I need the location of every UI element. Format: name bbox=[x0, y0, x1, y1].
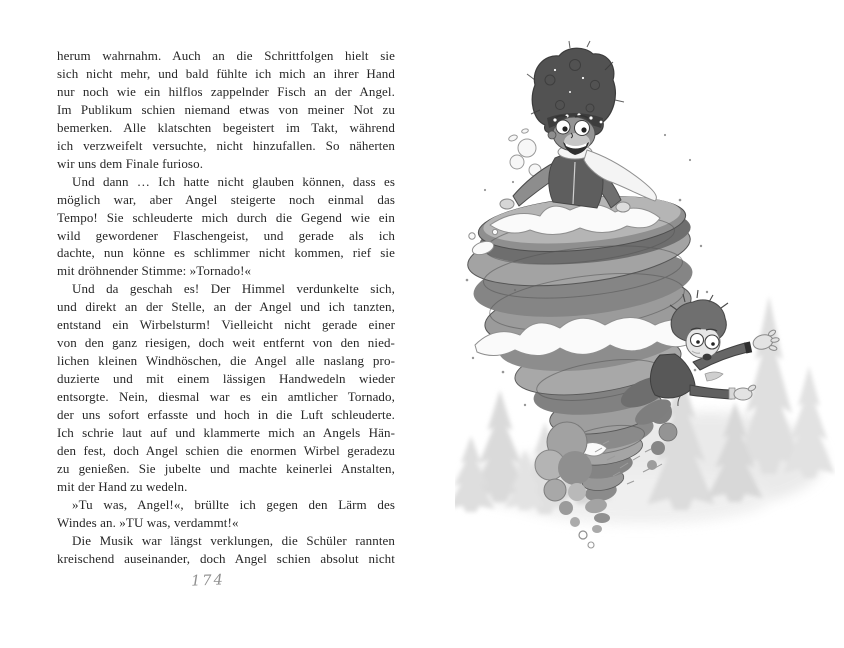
text-line: der uns sofort erfasste und hoch in die Luft schleuderte. bbox=[57, 407, 395, 423]
text-line: zu genießen. Sie jubelte und machte keinerlei Anstalten, bbox=[57, 460, 395, 476]
left-page-text bbox=[57, 47, 395, 568]
right-page-illustration bbox=[455, 40, 835, 580]
text-line: Ich schrie laut auf und klammerte mich an Angels Hän- bbox=[57, 425, 395, 441]
text-line: herum wahrnahm. Auch an die Schrittfolgen hielt sie bbox=[57, 48, 395, 63]
paragraph bbox=[57, 280, 395, 495]
text-line: Und dann … Ich hatte nicht glauben können, dass es bbox=[72, 173, 395, 189]
text-line: »Tu was, Angel!«, brüllte ich gegen den Lärm des bbox=[72, 496, 395, 512]
paragraph bbox=[57, 47, 395, 173]
text-line: entstand ein Wirbelsturm! Vielleicht nicht gerade einer bbox=[57, 317, 395, 333]
text-line: dachte, nun könne es schlimmer nicht kommen, rief sie bbox=[57, 245, 395, 261]
text-line: wild gewordener Flaschengeist, und gerade als ich bbox=[57, 227, 395, 243]
text-line: Tempo! Sie schleuderte mich durch die Gegend wie ein bbox=[57, 209, 395, 225]
text-line: Windes an. »TU was, verdammt!« bbox=[57, 514, 239, 530]
text-line: wir uns dem Finale furioso. bbox=[57, 155, 204, 171]
text-line: den fest, doch Angel schien die enormen Wirbel geradezu bbox=[57, 442, 395, 458]
text-line: lichen kleinen Windhöschen, die Angel alle naslang pro- bbox=[57, 353, 395, 369]
paragraph bbox=[57, 496, 395, 532]
text-line: und direkt an der Stelle, an der Angel und ich tanzten, bbox=[57, 299, 395, 315]
open-mouth bbox=[703, 354, 712, 361]
paragraph bbox=[57, 532, 395, 568]
text-line: kreischend auseinander, doch Angel schien absolut nicht bbox=[57, 550, 395, 566]
left-hand bbox=[500, 199, 514, 209]
tornado-illustration bbox=[455, 40, 835, 580]
text-line: bemerken. Alle klatschten begeistert im Takt, während bbox=[57, 119, 395, 135]
page-number: 174 bbox=[190, 572, 226, 590]
text-line: sich nicht mehr, und bald fühlte ich mich an ihrer Hand bbox=[57, 65, 395, 81]
right-hand bbox=[616, 202, 630, 212]
text-line: entsorgte. Nein, diesmal war es ein amtlicher Tornado, bbox=[57, 389, 395, 405]
ear bbox=[548, 131, 556, 139]
text-line: möglich war, aber Angel steigerte noch einmal das bbox=[57, 191, 395, 207]
text-line: Im Publikum schien niemand etwas von meiner Not zu bbox=[57, 101, 395, 117]
text-line: von den ganz riesigen, doch weit entfernt von den nied- bbox=[57, 335, 395, 351]
text-line: nur noch wie ein hilflos zappelnder Fisch an der Angel. bbox=[57, 83, 395, 99]
text-line: mit dröhnender Stimme: »Tornado!« bbox=[57, 263, 252, 279]
text-line: Die Musik war längst verklungen, die Schüler rannten bbox=[72, 532, 395, 548]
text-line: Und da geschah es! Der Himmel verdunkelte sich, bbox=[72, 281, 395, 297]
text-line: duzierte und mit einem lässigen Handwedeln wieder bbox=[57, 371, 395, 387]
paragraph bbox=[57, 173, 395, 281]
angel-girl bbox=[500, 41, 656, 212]
splash bbox=[508, 128, 541, 176]
text-line: mit der Hand zu wedeln. bbox=[57, 478, 188, 494]
text-line: ich verzweifelt versuchte, nicht hinzufallen. So näherten bbox=[57, 137, 395, 153]
